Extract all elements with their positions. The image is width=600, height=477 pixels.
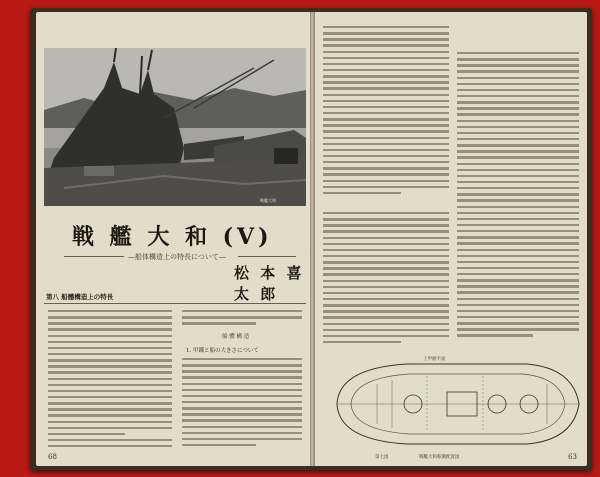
left-page [36, 12, 310, 466]
text-column-2-top [182, 310, 302, 328]
diagram-caption-top: 上甲板平面 [423, 357, 446, 362]
subhead-structure: 船 體 構 造 [222, 334, 250, 340]
text-column-4 [323, 212, 449, 352]
page-number-left: 68 [48, 453, 57, 461]
text-column-1 [48, 310, 172, 454]
section-rule [44, 303, 306, 304]
ship-deck-diagram [317, 354, 585, 454]
section-heading: 第八 船體構造上の特長 [46, 293, 114, 301]
article-title: 戦 艦 大 和 (V) [72, 224, 273, 250]
subtitle-rule-left [64, 256, 124, 257]
photo-caption: 戦艦大和 [260, 198, 276, 203]
text-column-5 [457, 52, 579, 352]
page-number-right: 63 [568, 453, 577, 461]
diagram-caption-bottom: 第七図 [375, 455, 389, 460]
subhead-armor: 1. 甲鐵と船の大きさについて [186, 348, 259, 354]
battleship-photo [44, 48, 306, 206]
diagram-caption-center: 戦艦大和舷側配置図 [419, 455, 460, 460]
open-magazine [30, 8, 592, 470]
subtitle-rule-right [238, 256, 296, 257]
text-column-2 [182, 358, 302, 454]
text-column-3 [323, 26, 449, 206]
article-subtitle: —船体構造上の特長について— [128, 253, 226, 261]
author-name: 松 本 喜 太 郎 [234, 264, 305, 303]
right-page [315, 12, 587, 466]
